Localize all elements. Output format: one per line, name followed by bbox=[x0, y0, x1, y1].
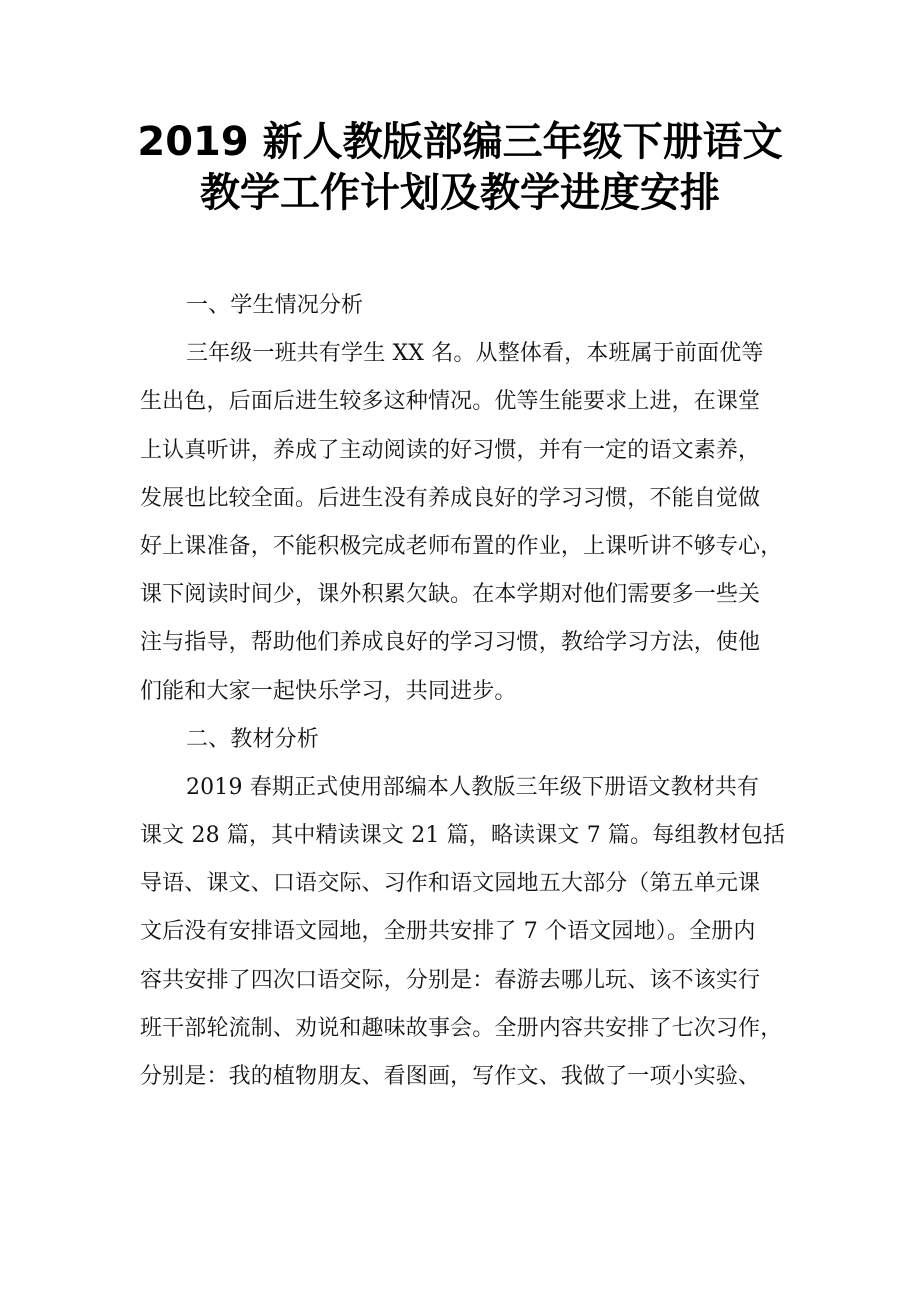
section-heading-student-analysis: 一、学生情况分析 bbox=[186, 293, 364, 318]
document-body bbox=[140, 282, 786, 1101]
paragraph-line: 课下阅读时间少，课外积累欠缺。在本学期对他们需要多一些关 bbox=[140, 582, 761, 608]
paragraph-line: 班干部轮流制、劝说和趣味故事会。全册内容共安排了七次习作， bbox=[140, 1015, 783, 1041]
paragraph-line: 导语、课文、口语交际、习作和语文园地五大部分（第五单元课 bbox=[140, 871, 761, 897]
document-title-line-2: 教学工作计划及教学进度安排 bbox=[200, 170, 720, 216]
paragraph-line: 发展也比较全面。后进生没有养成良好的学习习惯，不能自觉做 bbox=[140, 485, 761, 511]
paragraph-line: 生出色，后面后进生较多这种情况。优等生能要求上进，在课堂 bbox=[140, 389, 761, 415]
paragraph-line: 课文 28 篇，其中精读课文 21 篇，略读课文 7 篇。每组教材包括 bbox=[140, 823, 786, 849]
paragraph-line: 们能和大家一起快乐学习，共同进步。 bbox=[140, 678, 517, 704]
section-heading-textbook-analysis: 二、教材分析 bbox=[186, 726, 319, 752]
paragraph-line: 三年级一班共有学生 XX 名。从整体看，本班属于前面优等 bbox=[186, 341, 764, 367]
paragraph-line: 容共安排了四次口语交际，分别是：春游去哪儿玩、该不该实行 bbox=[140, 967, 761, 993]
paragraph-line: 分别是：我的植物朋友、看图画，写作文、我做了一项小实验、 bbox=[140, 1064, 761, 1089]
paragraph-line: 好上课准备，不能积极完成老师布置的作业，上课听讲不够专心， bbox=[140, 533, 783, 559]
paragraph-line: 2019 春期正式使用部编本人教版三年级下册语文教材共有 bbox=[186, 774, 760, 800]
paragraph-line: 上认真听讲，养成了主动阅读的好习惯，并有一定的语文素养， bbox=[140, 437, 761, 463]
paragraph-line: 注与指导，帮助他们养成良好的学习习惯，教给学习方法，使他 bbox=[140, 630, 761, 656]
document-title-line-1: 2019 新人教版部编三年级下册语文 bbox=[137, 119, 783, 165]
paragraph-line: 文后没有安排语文园地，全册共安排了 7 个语文园地）。全册内 bbox=[140, 919, 756, 945]
